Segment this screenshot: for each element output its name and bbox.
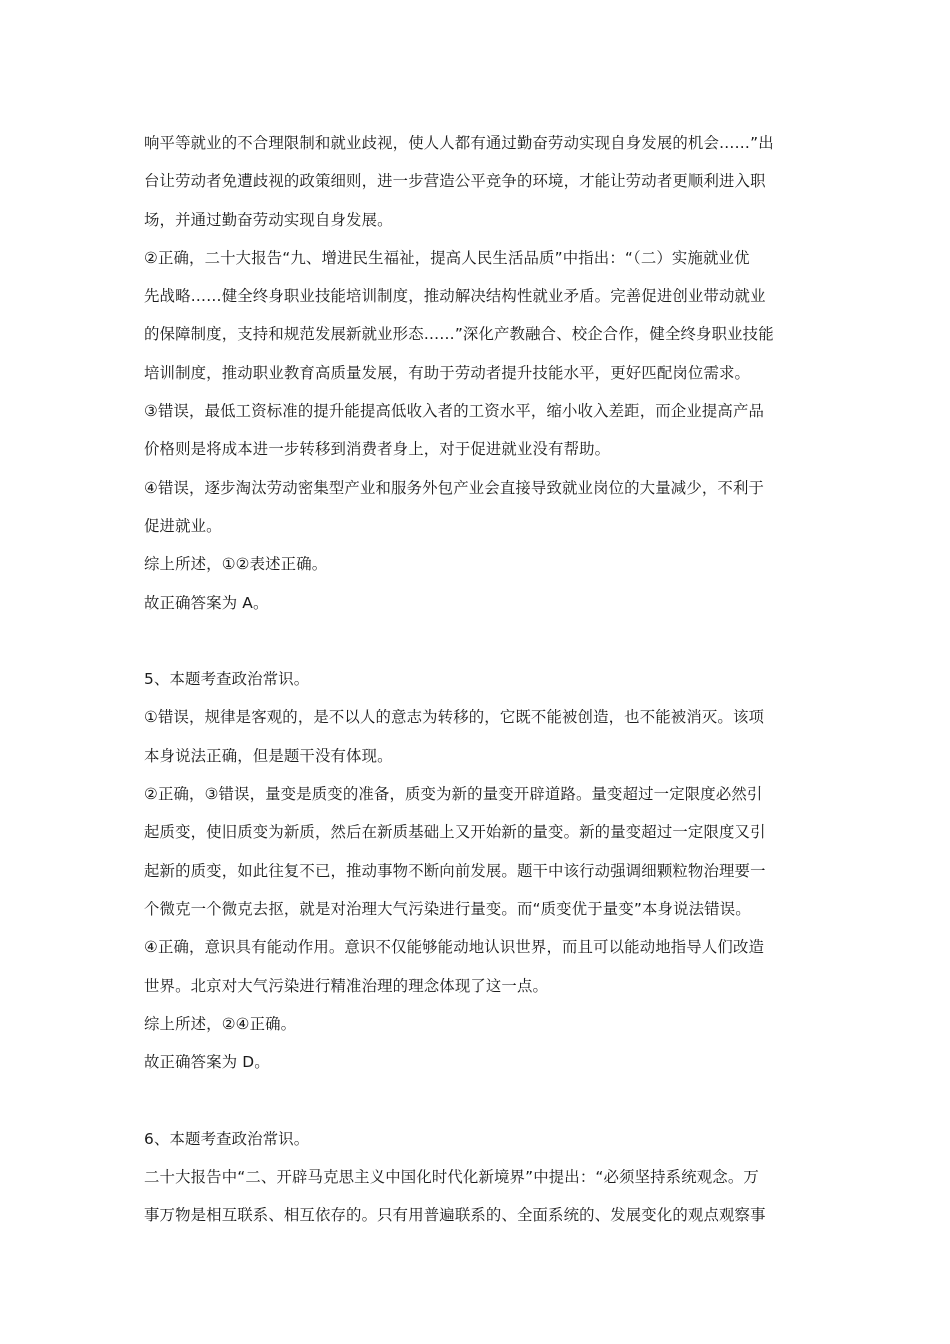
text-line: 综上所述，①②表述正确。 bbox=[144, 555, 328, 574]
text-line: ②正确，③错误，量变是质变的准备，质变为新的量变开辟道路。量变超过一定限度必然引 bbox=[144, 785, 763, 804]
text-line: 的保障制度，支持和规范发展新就业形态……”深化产教融合、校企合作，健全终身职业技能 bbox=[144, 325, 774, 344]
text-line: 世界。北京对大气污染进行精准治理的理念体现了这一点。 bbox=[144, 976, 549, 995]
text-line: 起新的质变，如此往复不已，推动事物不断向前发展。题干中该行动强调细颗粒物治理要一 bbox=[144, 861, 766, 880]
text-line: 起质变，使旧质变为新质，然后在新质基础上又开始新的量变。新的量变超过一定限度又引 bbox=[144, 823, 766, 842]
answer-line: 故正确答案为 D。 bbox=[144, 1053, 270, 1072]
text-line: ②正确，二十大报告“九、增进民生福祉，提高人民生活品质”中指出：“（二）实施就业优 bbox=[144, 248, 750, 267]
text-line: 培训制度，推动职业教育高质量发展，有助于劳动者提升技能水平，更好匹配岗位需求。 bbox=[144, 363, 751, 382]
text-line: ④正确，意识具有能动作用。意识不仅能够能动地认识世界，而且可以能动地指导人们改造 bbox=[144, 938, 765, 957]
text-line: 价格则是将成本进一步转移到消费者身上，对于促进就业没有帮助。 bbox=[144, 440, 611, 459]
section-gap bbox=[144, 1081, 808, 1119]
text-line: 场，并通过勤奋劳动实现自身发展。 bbox=[144, 210, 393, 229]
text-line: 事万物是相互联系、相互依存的。只有用普遍联系的、全面系统的、发展变化的观点观察事 bbox=[144, 1206, 766, 1225]
answer-line: 故正确答案为 A。 bbox=[144, 593, 269, 612]
question-heading: 5、本题考查政治常识。 bbox=[144, 670, 310, 689]
text-line: 促进就业。 bbox=[144, 516, 222, 535]
answer-5 bbox=[144, 660, 808, 1081]
text-line: 个微克一个微克去抠，就是对治理大气污染进行量变。而“质变优于量变”本身说法错误。 bbox=[144, 899, 751, 918]
text-line: 台让劳动者免遭歧视的政策细则，进一步营造公平竞争的环境，才能让劳动者更顺利进入职 bbox=[144, 172, 766, 191]
text-line: 响平等就业的不合理限制和就业歧视，使人人都有通过勤奋劳动实现自身发展的机会……”出 bbox=[144, 134, 774, 152]
text-line: 综上所述，②④正确。 bbox=[144, 1014, 297, 1033]
text-line: 二十大报告中“二、开辟马克思主义中国化时代化新境界”中提出：“必须坚持系统观念。万 bbox=[144, 1168, 759, 1187]
question-heading: 6、本题考查政治常识。 bbox=[144, 1129, 310, 1148]
text-line: 先战略……健全终身职业技能培训制度，推动解决结构性就业矛盾。完善促进创业带动就业 bbox=[144, 287, 766, 306]
text-line: ①错误，规律是客观的，是不以人的意志为转移的，它既不能被创造，也不能被消灭。该项 bbox=[144, 708, 765, 727]
answer-6 bbox=[144, 1120, 808, 1235]
text-line: 本身说法正确，但是题干没有体现。 bbox=[144, 746, 393, 765]
answer-4-continued bbox=[144, 124, 808, 622]
document-body bbox=[144, 124, 808, 1235]
section-gap bbox=[144, 622, 808, 660]
text-line: ④错误，逐步淘汰劳动密集型产业和服务外包产业会直接导致就业岗位的大量减少，不利于 bbox=[144, 478, 765, 497]
text-line: ③错误，最低工资标准的提升能提高低收入者的工资水平，缩小收入差距，而企业提高产品 bbox=[144, 402, 765, 421]
